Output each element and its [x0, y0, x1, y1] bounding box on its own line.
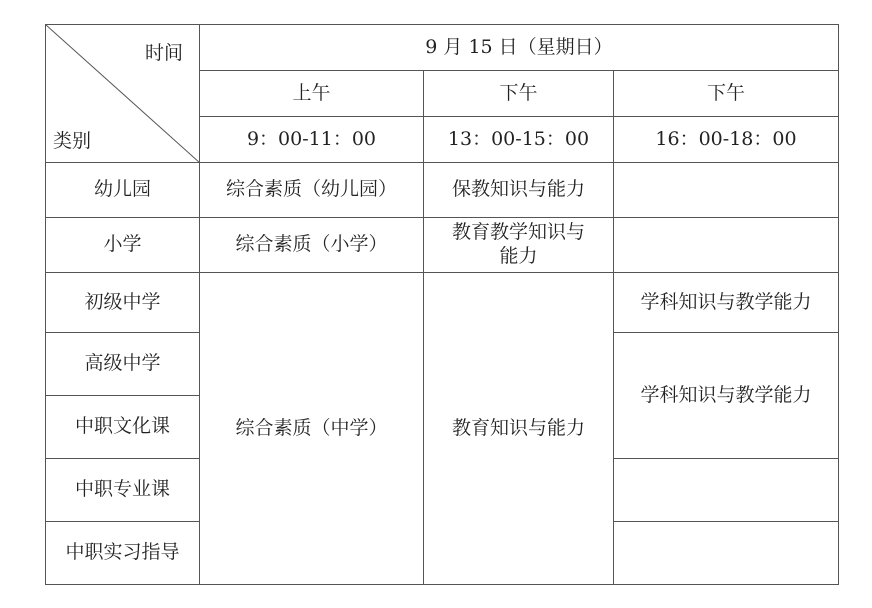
header-row-date	[46, 25, 839, 71]
category-cell: 幼儿园	[46, 163, 200, 218]
subject-cell: 保教知识与能力	[424, 163, 614, 218]
subject-cell	[614, 522, 839, 585]
session-label: 上午	[200, 71, 424, 117]
category-cell: 初级中学	[46, 273, 200, 333]
table-row	[46, 273, 839, 333]
session-label: 下午	[424, 71, 614, 117]
session-time: 13：00-15：00	[424, 117, 614, 163]
corner-label-category: 类别	[53, 130, 92, 153]
subject-cell-merged: 综合素质（中学）	[200, 273, 424, 585]
header-corner-cell	[46, 25, 200, 163]
session-time: 16：00-18：00	[614, 117, 839, 163]
subject-cell	[424, 218, 614, 273]
corner-label-time: 时间	[144, 42, 183, 64]
subject-cell-merged: 教育知识与能力	[424, 273, 614, 585]
subject-text: 教育教学知识与能力	[451, 221, 585, 267]
subject-cell: 综合素质（小学）	[200, 218, 424, 273]
subject-cell: 学科知识与教学能力	[614, 273, 839, 333]
session-label: 下午	[614, 71, 839, 117]
exam-schedule	[45, 24, 839, 585]
subject-cell	[614, 218, 839, 273]
subject-cell	[614, 163, 839, 218]
category-cell: 小学	[46, 218, 200, 273]
category-cell: 中职文化课	[46, 396, 200, 459]
subject-cell: 综合素质（幼儿园）	[200, 163, 424, 218]
subject-cell	[614, 459, 839, 522]
category-cell: 中职专业课	[46, 459, 200, 522]
category-cell: 中职实习指导	[46, 522, 200, 585]
date-header: 9 月 15 日（星期日）	[200, 25, 839, 71]
category-cell: 高级中学	[46, 333, 200, 396]
table-row	[46, 163, 839, 218]
exam-schedule-table	[45, 24, 839, 585]
subject-cell-merged: 学科知识与教学能力	[614, 333, 839, 459]
session-time: 9：00-11：00	[200, 117, 424, 163]
table-row	[46, 218, 839, 273]
